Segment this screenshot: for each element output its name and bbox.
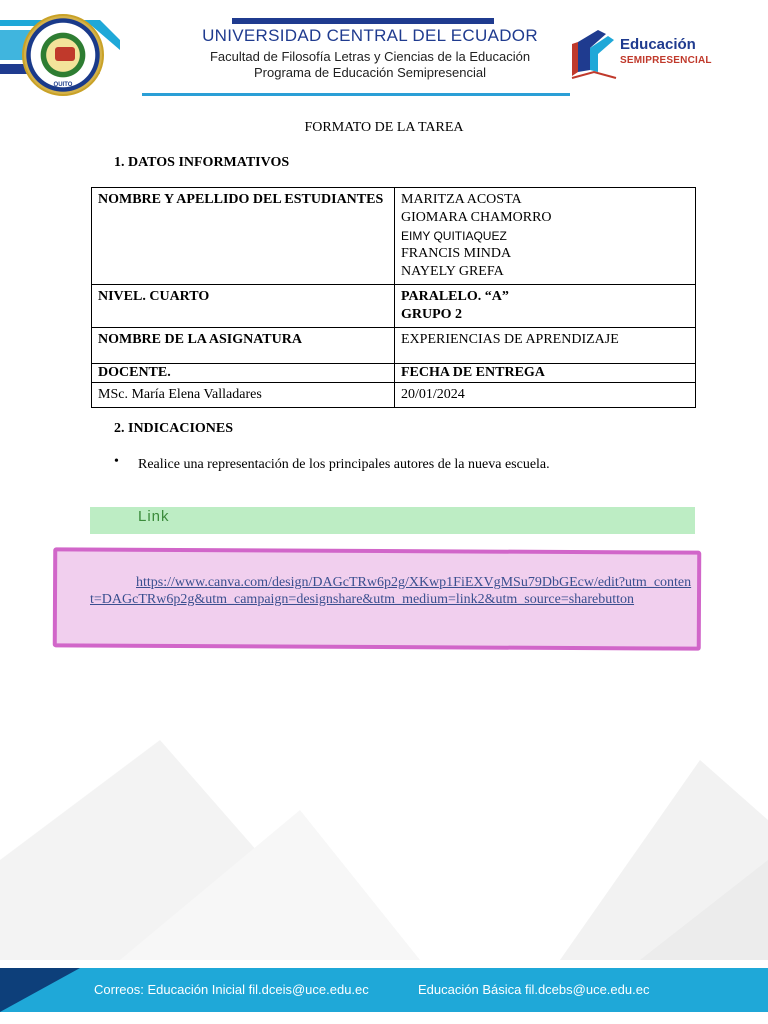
parallel-cell xyxy=(395,285,696,328)
link-label-bar xyxy=(90,507,695,534)
teacher-name: MSc. María Elena Valladares xyxy=(92,383,395,408)
university-seal-icon xyxy=(22,14,104,96)
table-row xyxy=(92,364,696,383)
student-name: FRANCIS MINDA xyxy=(401,246,512,261)
educacion-semipresencial-logo xyxy=(568,26,712,86)
subject-cell: EXPERIENCIAS DE APRENDIZAJE xyxy=(395,328,696,364)
footer-corner xyxy=(0,968,80,1012)
logo-main-text: Educación xyxy=(620,36,696,53)
subject-label: NOMBRE DE LA ASIGNATURA xyxy=(92,328,395,364)
group-text: GRUPO 2 xyxy=(401,307,463,322)
student-name: NAYELY GREFA xyxy=(401,264,504,279)
students-label: NOMBRE Y APELLIDO DEL ESTUDIANTES xyxy=(92,188,395,285)
logo-sub-text: SEMIPRESENCIAL xyxy=(620,55,712,66)
bullet-icon: • xyxy=(114,454,119,469)
section-1-heading: 1. DATOS INFORMATIVOS xyxy=(114,155,290,170)
format-title: FORMATO DE LA TAREA xyxy=(304,120,464,135)
students-cell xyxy=(395,188,696,285)
link-label: Link xyxy=(138,508,170,525)
open-book-icon xyxy=(568,26,620,86)
header-bottom-line xyxy=(142,93,570,96)
student-name: GIOMARA CHAMORRO xyxy=(401,210,552,225)
table-row xyxy=(92,328,696,364)
delivery-date: 20/01/2024 xyxy=(395,383,696,408)
footer-email-basic: Educación Básica fil.dcebs@uce.edu.ec xyxy=(418,982,650,997)
header-top-bar xyxy=(232,18,494,24)
date-label: FECHA DE ENTREGA xyxy=(395,364,696,383)
table-row xyxy=(92,383,696,408)
table-row xyxy=(92,188,696,285)
section-2-heading: 2. INDICACIONES xyxy=(114,421,234,436)
canva-link[interactable]: https://www.canva.com/design/DAGcTRw6p2g/XKwp1FiEXVgMSu79DbGEcw/edit?utm_content=DAGcTRw6p2g&utm_campaign=designshare&utm_medium=link2&utm_source=sharebutton xyxy=(90,575,692,607)
university-title: UNIVERSIDAD CENTRAL DEL ECUADOR xyxy=(202,26,538,45)
table-row xyxy=(92,285,696,328)
teacher-label: DOCENTE. xyxy=(92,364,395,383)
student-name: MARITZA ACOSTA xyxy=(401,192,522,207)
level-cell: NIVEL. CUARTO xyxy=(92,285,395,328)
seal-text: QUITO xyxy=(53,82,73,88)
info-table xyxy=(91,187,696,408)
instruction-text: Realice una representación de los principales autores de la nueva escuela. xyxy=(138,457,550,472)
parallel-text: PARALELO. “A” xyxy=(401,289,509,304)
student-name: EIMY QUITIAQUEZ xyxy=(401,229,507,243)
seal-center-emblem xyxy=(55,47,75,61)
program-title: Programa de Educación Semipresencial xyxy=(254,65,486,80)
faculty-title: Facultad de Filosofía Letras y Ciencias de la Educación xyxy=(209,49,531,64)
footer-email-initial: Correos: Educación Inicial fil.dceis@uce.edu.ec xyxy=(94,982,369,997)
decorative-background xyxy=(0,700,768,960)
